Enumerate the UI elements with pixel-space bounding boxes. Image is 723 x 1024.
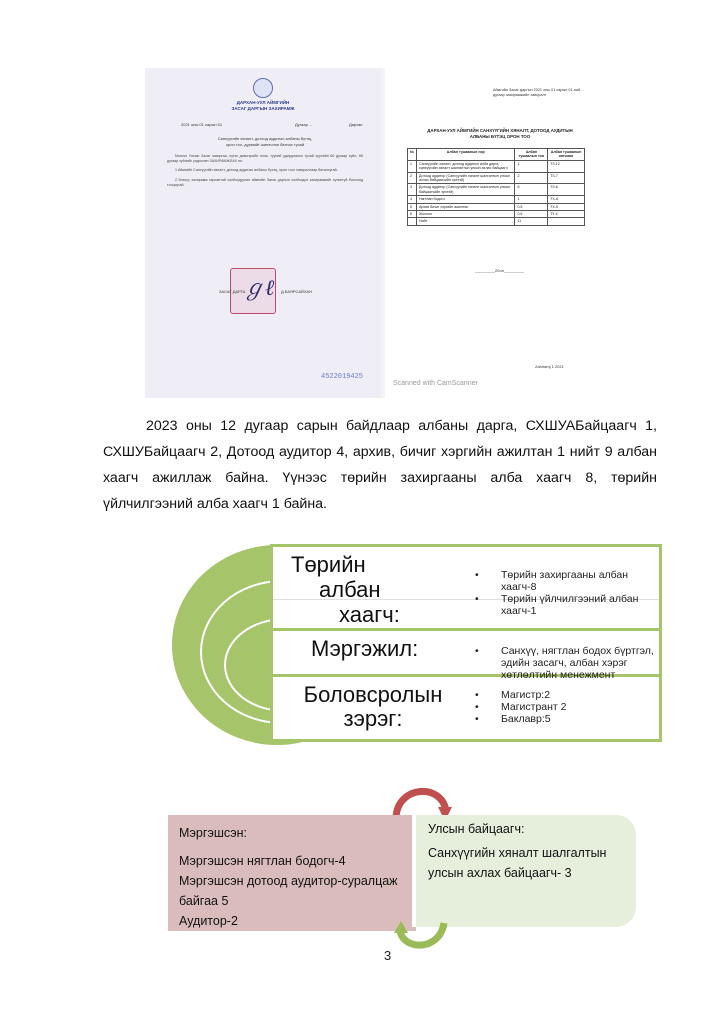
list-item: улсын ахлах байцаагч- 3 <box>428 866 572 880</box>
document-serial: 4522019425 <box>321 373 364 381</box>
row-education: Боловсролын зэрэг: • Магистр:2 • Магистрант 2 • Баклавр:5 <box>273 677 659 741</box>
staff-composition-diagram <box>172 540 672 750</box>
list-item: • Төрийн үйлчилгээний албан хаагч-1 <box>473 593 663 617</box>
certified-title: Мэргэшсэн: <box>179 826 247 840</box>
order-subject: Санхүүгийн хяналт, дотоод аудитын албаны бүтэц, орон тоо, дүрмийг шинэчлэн батлах тухай <box>217 136 313 147</box>
row-civil-servants: Төрийн албан хаагч: • Төрийн захиргааны албан хаагч-8 • Төрийн үйлчилгээний албан хаагч-1 <box>273 547 659 631</box>
page-number: 3 <box>384 948 392 963</box>
table-row: 6 Жолооч 0.5 ТҮ-4 <box>408 211 585 218</box>
order-number: Дугаар ... <box>295 122 313 127</box>
attachment-header: Аймгийн Засаг даргын 2021 оны 01 сарын 01-ний ... дугаар захирамжийн хавсралт <box>493 88 585 97</box>
list-item: • Баклавр:5 <box>473 713 661 725</box>
row-profession: Мэргэжил: • Санхүү, нягтлан бодох бүртгэл, эдийн засагч, албан хэрэг хөтлөлтийн менежмент <box>273 631 659 677</box>
scan-footer: Zahiramj 1 2021 <box>535 364 564 369</box>
list-item: байгаа 5 <box>179 894 229 908</box>
bullet-list <box>473 645 661 681</box>
table-row: 4 Нягтлан бодогч 1 ТХ-8 <box>408 196 585 203</box>
qualification-diagram <box>168 775 648 955</box>
certified-list <box>179 851 413 931</box>
inspector-list <box>428 843 628 883</box>
list-item: • Магистрант 2 <box>473 701 661 713</box>
list-item: • Төрийн захиргааны албан хаагч-8 <box>473 569 663 593</box>
list-item: • Санхүү, нягтлан бодох бүртгэл, эдийн засагч, албан хэрэг хөтлөлтийн менежмент <box>473 645 661 681</box>
inspector-title: Улсын байцаагч: <box>428 822 525 836</box>
scanned-structure-page <box>385 68 603 398</box>
camscanner-watermark: Scanned with CamScanner <box>393 380 478 387</box>
table-row: 5 Архив бичиг хэргийн ажилтан 0.5 ТХ-5 <box>408 203 585 210</box>
table-row: 1 Санхүүгийн хяналт, дотоод аудитын алба дарга, санхүүгийн хяналт шалгалтын улсын ахлах байцаагч 1 ТЗ-12 <box>408 160 585 172</box>
table-header-row: № Албан тушаалын нэр Албан тушаалын тоо Албан тушаалын ангилал <box>408 149 585 161</box>
list-item: Санхүүгийн хяналт шалгалтын <box>428 846 607 860</box>
table-row: 3 Дотоод аудитор (Санхүүгийн хяналт шалгалтын улсын байцаагчийн эрхтэй) 6 ТЗ-6 <box>408 184 585 196</box>
staff-summary-paragraph <box>103 413 657 517</box>
state-emblem-icon <box>253 78 273 98</box>
scanned-order-page <box>145 68 381 398</box>
order-organization: ДАРХАН-УУЛ АЙМГИЙН ЗАСАГ ДАРГЫН ЗАХИРАМЖ <box>231 100 295 111</box>
signer-title: ЗАСАГ ДАРГА <box>219 289 246 294</box>
state-inspector-box <box>416 815 636 927</box>
structure-table <box>407 148 585 226</box>
order-date: 2021 оны 01 сарын 01 <box>181 122 223 127</box>
order-city: Дархан <box>349 122 363 127</box>
paragraph-text: 2023 оны 12 дугаар сарын байдлаар албаны дарга, СХШУАБайцаагч 1, СХШУБайцаагч 2, Дотоод аудитор 4, архив, бичиг хэргийн ажилтан 1 нийт 9 албан хаагч ажиллаж байна. Үүнээс төрийн захиргааны алба хаагч 8, төрийн үйлчилгээний алба хаагч 1 байна. <box>103 418 657 512</box>
order-body: Монгол Улсын Засаг захиргаа, нутаг дэвсгэрийн нэгж, түүний удирдлагын тухай хуулийн 60 дугаар зүйл, 66 дугаар зүйлийг үндэслэн ЗАХИРАМЖЛАХ нь: 1.Аймгийн Санхүүгийн хяналт, дотоод аудитын албаны бүтэц, орон тоог хавсралтаар баталсугай. 2.Энэхүү захирамж гарсантай холбогдуулан аймгийн Засаг даргын холбогдох захирамжийг хүчингүй болсонд тооцсугай. <box>167 154 363 187</box>
table-row: 2 Дотоод аудитор (Санхүүгийн хяналт шалгалтын улсын ахлах байцаагчийн эрхтэй) 2 ТЗ-7 <box>408 172 585 184</box>
table-total-row: Нийт 11 <box>408 218 585 225</box>
diagram-panel <box>270 544 662 742</box>
date-line: _________20он_________ <box>475 268 524 273</box>
list-item: Мэргэшсэн дотоод аудитор-суралцаж <box>179 874 398 888</box>
list-item: Мэргэшсэн нягтлан бодогч-4 <box>179 854 346 868</box>
bullet-list <box>473 689 661 725</box>
bullet-list <box>473 569 663 617</box>
structure-title: ДАРХАН-УУЛ АЙМГИЙН САНХҮҮГИЙН ХЯНАЛТ, ДОТООД АУДИТЫН АЛБАНЫ БҮТЭЦ ОРОН ТОО <box>427 128 573 139</box>
list-item: • Магистр:2 <box>473 689 661 701</box>
scanned-documents <box>145 68 603 398</box>
signer-name: Д.БАЯРСАЙХАН <box>281 289 313 294</box>
list-item: Аудитор-2 <box>179 914 238 928</box>
circular-arrow-icon <box>394 917 450 957</box>
signature: ℊℓ <box>243 276 275 301</box>
certified-box <box>168 815 416 931</box>
